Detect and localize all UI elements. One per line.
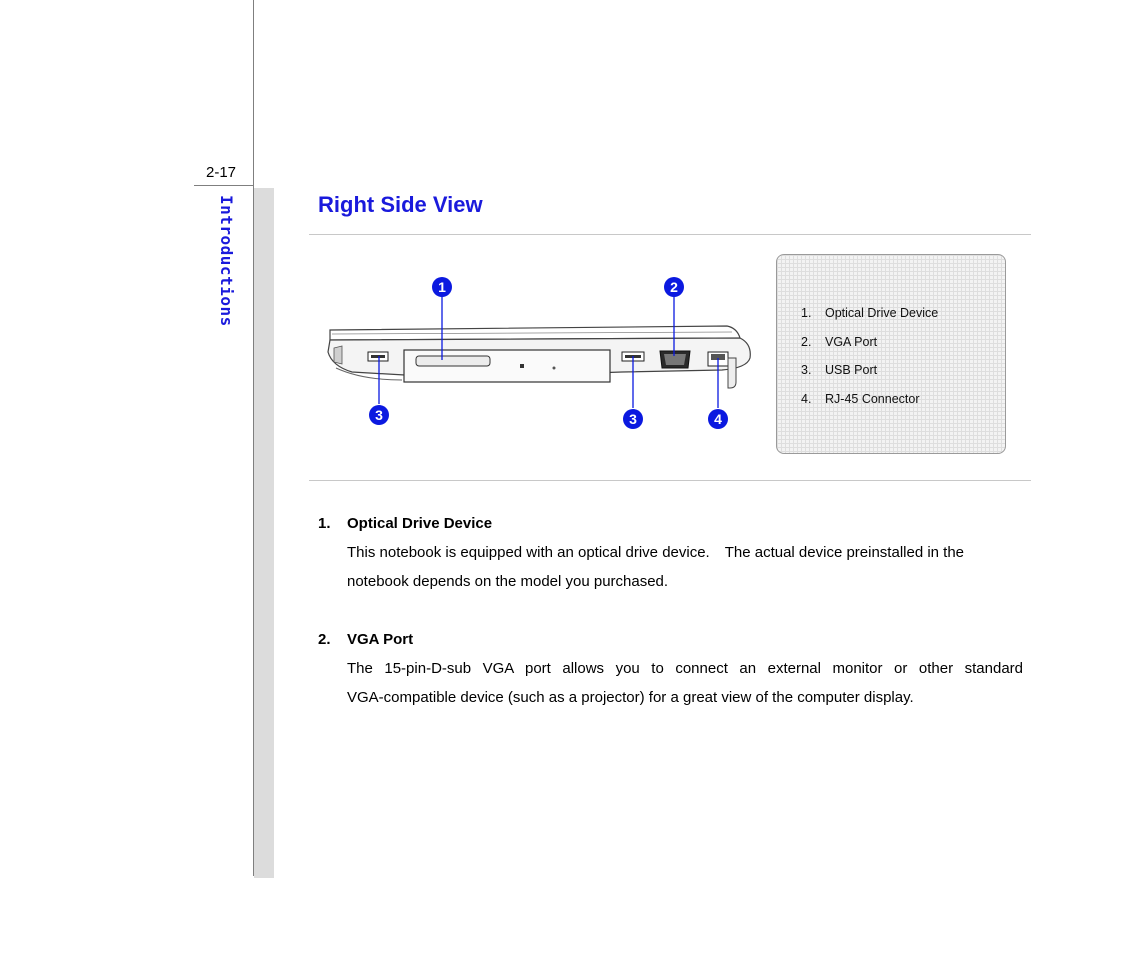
svg-text:3: 3 (375, 407, 383, 423)
section-heading-optical-drive: 1. Optical Drive Device (318, 515, 493, 532)
svg-text:1: 1 (438, 279, 446, 295)
callout-2 (664, 277, 684, 297)
svg-text:4: 4 (714, 411, 722, 427)
chapter-label: Introductions (217, 195, 236, 327)
callout-3-right (623, 409, 643, 429)
laptop-right-side-figure (322, 272, 762, 442)
section-heading-vga-port: 2. VGA Port (318, 631, 414, 648)
callout-1 (432, 277, 452, 297)
legend-box (776, 254, 1006, 454)
top-divider (309, 234, 1031, 235)
legend-item: 1. Optical Drive Device (801, 306, 939, 320)
callout-4 (708, 409, 728, 429)
legend-item: 2. VGA Port (801, 335, 878, 349)
page-title: Right Side View (318, 192, 483, 217)
legend-item: 3. USB Port (801, 363, 878, 377)
page-number: 2-17 (206, 164, 237, 181)
section-body-optical-drive: This notebook is equipped with an optical drive device. The actual device preinstalled in the notebook depends on the model you purchased. (347, 544, 965, 590)
bottom-divider (309, 480, 1031, 481)
callout-3-left (369, 405, 389, 425)
svg-text:2: 2 (670, 279, 678, 295)
legend-item: 4. RJ-45 Connector (801, 392, 920, 406)
page-number-rule (194, 185, 254, 186)
svg-text:3: 3 (629, 411, 637, 427)
section-body-vga-port: The 15-pin-D-sub VGA port allows you to connect an external monitor or other standard VGA-compatible device (such as a projector) for a great view of the computer display. (347, 660, 1023, 706)
side-bar (254, 188, 274, 878)
